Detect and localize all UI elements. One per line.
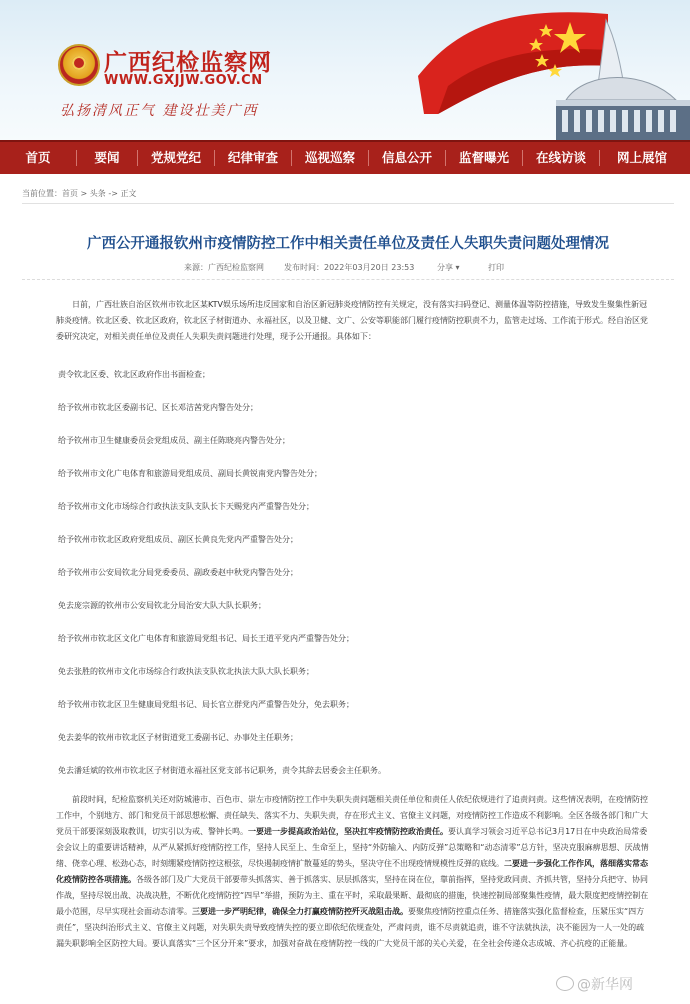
list-item: 免去张胜的钦州市文化市场综合行政执法支队钦北执法大队大队长职务； bbox=[58, 667, 314, 676]
nav-home[interactable]: 首页 bbox=[25, 150, 51, 165]
breadcrumb-section[interactable]: 头条 bbox=[89, 189, 106, 198]
closing-heading-3: 三要进一步严明纪律，确保全力打赢疫情防控歼灭战阻击战。 bbox=[192, 907, 408, 916]
site-url: WWW.GXJJW.GOV.CN bbox=[104, 73, 263, 88]
closing-heading-1: 一要进一步提高政治站位，坚决扛牢疫情防控政治责任。 bbox=[248, 827, 448, 836]
xinhua-watermark bbox=[556, 974, 633, 994]
list-item: 给予钦州市公安局钦北分局党委委员、副政委赵中秋党内警告处分； bbox=[58, 568, 298, 577]
list-item: 给予钦州市文化广电体育和旅游局党组成员、副局长黄锐南党内警告处分； bbox=[58, 469, 322, 478]
breadcrumb-label: 当前位置： bbox=[22, 189, 62, 198]
closing-text: 前段时间，纪检监察机关还对防城港市、百色市、崇左市疫情防控工作中失职失责问题相关责任单位和责任人依纪依规进行了追责问责。这些情况表明，在疫情防控工作中，个别地方、部门和党员干部思想松懈、责任缺失、落实不力、失职失责，存在形式主义、官僚主义问题，对疫情防控工作造成不利影响。全区各级各部门和广大党员干部要深刻汲取教训，切实引以为戒、警钟长鸣。 bbox=[56, 795, 648, 836]
nav-interview[interactable]: 在线访谈 bbox=[535, 150, 586, 165]
meta-divider bbox=[22, 279, 674, 280]
site-header bbox=[0, 0, 690, 140]
list-item: 责令钦北区委、钦北区政府作出书面检查； bbox=[58, 370, 210, 379]
nav-info-disclosure[interactable]: 信息公开 bbox=[381, 150, 432, 165]
list-item: 免去潘廷斌的钦州市钦北区子材街道永福社区党支部书记职务，责令其辞去居委会主任职务。 bbox=[58, 766, 386, 775]
share-button[interactable] bbox=[437, 262, 460, 273]
list-item: 免去庞宗源的钦州市公安局钦北分局治安大队大队长职务； bbox=[58, 601, 266, 610]
share-label: 分享 bbox=[437, 263, 453, 272]
closing-text: 要认真学习领会习近平总书记3月17日在中央政治局常委会会议上的重要讲话精神，从严从紧抓好疫情防控工作，坚持人民至上、生命至上，坚持“外防输入、内防反弹”总策略和“动态清零”总方针，坚决克服麻痹思想、厌战情绪、侥幸心理、松劲心态，时刻绷紧疫情防控这根弦，尽快遏制疫情扩散蔓延的势头，坚决守住不出现疫情规模性反弹的底线。 bbox=[56, 827, 649, 868]
breadcrumb-home[interactable]: 首页 bbox=[62, 189, 78, 198]
list-item: 给予钦州市钦北区政府党组成员、副区长黄良先党内严重警告处分； bbox=[58, 535, 298, 544]
nav-news[interactable]: 要闻 bbox=[94, 150, 120, 165]
article-container bbox=[22, 203, 674, 1004]
nav-exposure[interactable]: 监督曝光 bbox=[458, 150, 509, 165]
convention-center-icon bbox=[546, 0, 690, 140]
list-item: 免去姜华的钦州市钦北区子材街道党工委副书记、办事处主任职务； bbox=[58, 733, 298, 742]
weibo-icon bbox=[556, 976, 574, 991]
article-source: 来源：广西纪检监察网 bbox=[184, 263, 264, 272]
breadcrumb-separator: > bbox=[78, 189, 90, 198]
chevron-down-icon: ▾ bbox=[455, 263, 460, 272]
main-nav bbox=[0, 140, 690, 174]
closing-heading-2: 二要进一步强化工作作风，落细落实常态化疫情防控各项措施。 bbox=[56, 859, 648, 884]
list-item: 给予钦州市文化市场综合行政执法支队支队长卞天赐党内严重警告处分； bbox=[58, 502, 314, 511]
article-intro bbox=[56, 297, 650, 345]
article-title: 广西公开通报钦州市疫情防控工作中相关责任单位及责任人失职失责问题处理情况 bbox=[87, 236, 609, 252]
discipline-emblem-icon bbox=[58, 44, 100, 86]
article-closing bbox=[56, 792, 650, 952]
article-publish-time: 发布时间：2022年03月20日 23:53 bbox=[284, 263, 415, 272]
intro-paragraph: 日前，广西壮族自治区钦州市钦北区某KTV娱乐场所违反国家和自治区新冠肺炎疫情防控有关规定，没有落实扫码登记、测量体温等防控措施，导致发生聚集性新冠肺炎疫情。钦北区委、钦北区政府，钦北区子材街道办、永福社区，以及卫健、文广、公安等职能部门履行疫情防控职责不力，监管走过场、工作流于形式。经自治区党委研究决定，对相关责任单位及责任人失职失责问题进行处理，现予公开通报。具体如下： bbox=[56, 300, 648, 341]
list-item: 给予钦州市钦北区委副书记、区长邓洁茜党内警告处分； bbox=[58, 403, 258, 412]
site-slogan: 弘扬清风正气 建设壮美广西 bbox=[60, 103, 259, 119]
list-item: 给予钦州市卫生健康委员会党组成员、副主任陈晓亮内警告处分； bbox=[58, 436, 290, 445]
closing-text: 要聚焦疫情防控重点任务、措施落实强化监督检查，压紧压实“四方责任”，坚决纠治形式主义、官僚主义问题，对失职失责导致疫情失控的要立即依纪依规查处，严肃问责，谁不尽责就追责，谁不守法就执法，决不能因为一人一处的疏漏失职影响全区防控大局。要认真落实“三个区分开来”要求，加强对奋战在疫情防控一线的广大党员干部的关心关爱，在全社会传递众志成城、齐心抗疫的正能量。 bbox=[56, 907, 645, 948]
site-title[interactable]: 广西纪检监察网 bbox=[104, 50, 272, 76]
print-button[interactable]: 打印 bbox=[488, 263, 504, 272]
breadcrumb bbox=[22, 188, 136, 199]
breadcrumb-current: 正文 bbox=[120, 189, 137, 198]
list-item: 给予钦州市钦北区文化广电体育和旅游局党组书记、局长王道平党内严重警告处分； bbox=[58, 634, 354, 643]
nav-inspection[interactable]: 巡视巡察 bbox=[304, 150, 355, 165]
closing-text: 各级各部门及广大党员干部要带头抓落实、善于抓落实、层层抓落实，坚持在岗在位，靠前指挥，坚持党政同责、齐抓共管，坚持分兵把守、协同作战，坚持尽锐出战、决战决胜，不断优化疫情防控“四早”举措，预防为主、重在平时，采取最果断、最彻底的措施，快速控制局部聚集性疫情，最大限度把疫情控制在最小范围，尽早实现社会面动态清零。 bbox=[56, 875, 649, 916]
nav-exhibition[interactable]: 网上展馆 bbox=[616, 150, 667, 165]
closing-paragraph bbox=[56, 792, 650, 952]
watermark-text: @新华网 bbox=[577, 977, 633, 993]
list-item: 给予钦州市钦北区卫生健康局党组书记、局长官立群党内严重警告处分，免去职务； bbox=[58, 700, 354, 709]
nav-party-rules[interactable]: 党规党纪 bbox=[150, 150, 201, 165]
nav-discipline-review[interactable]: 纪律审查 bbox=[227, 150, 278, 165]
breadcrumb-separator: -> bbox=[105, 189, 121, 198]
